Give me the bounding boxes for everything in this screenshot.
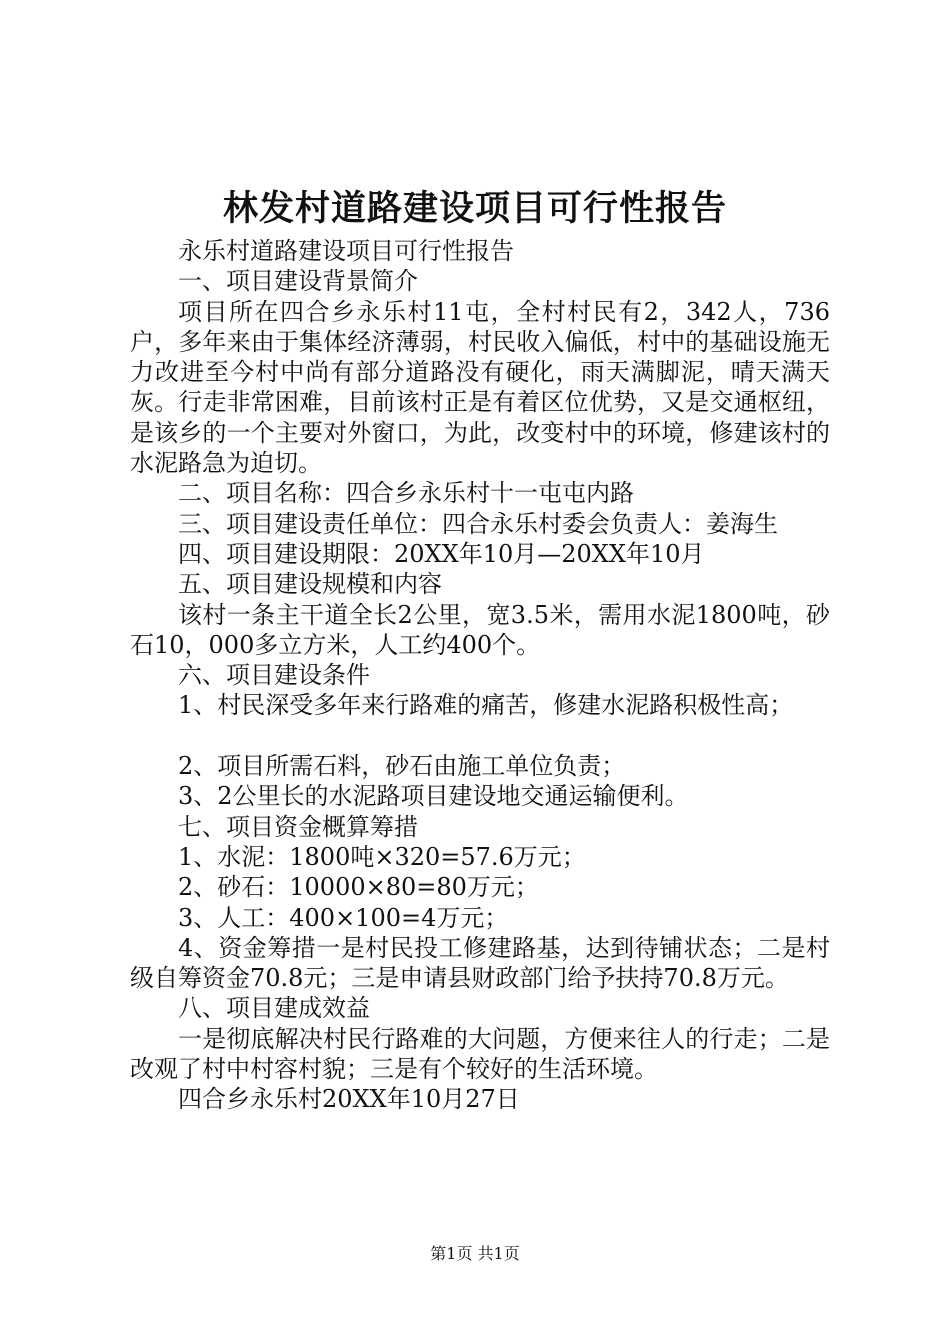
page-footer: 第1页 共1页 [430,1244,520,1263]
list-item-funding-cement: 1、水泥：1800吨×320=57.6万元； [178,842,586,871]
list-item-funding-labor: 3、人工：400×100=4万元； [178,903,509,932]
section-heading-responsible-unit: 三、项目建设责任单位：四合永乐村委会负责人：姜海生 [178,509,778,538]
paragraph-benefits: 一是彻底解决村民行路难的大问题，方便来往人的行走；二是改观了村中村容村貌；三是有个较好的生活环境。 [130,1024,830,1084]
section-heading-scale: 五、项目建设规模和内容 [178,570,442,599]
list-item-condition-2: 2、项目所需石料，砂石由施工单位负责； [178,752,626,781]
section-heading-funding: 七、项目资金概算筹措 [178,812,418,841]
document-body [130,236,830,1115]
list-item-condition-3: 3、2公里长的水泥路项目建设地交通运输便利。 [178,782,689,811]
section-heading-conditions: 六、项目建设条件 [178,661,370,690]
list-item-condition-1: 1、村民深受多年来行路难的痛苦，修建水泥路积极性高； [178,691,794,720]
list-item-funding-gravel: 2、砂石：10000×80=80万元； [178,873,539,902]
paragraph-background: 项目所在四合乡永乐村11屯，全村村民有2，342人，736户，多年来由于集体经济薄弱，村民收入偏低，村中的基础设施无力改进至今村中尚有部分道路没有硬化，雨天满脚泥，晴天满天灰。行走非常困难，目前该村正是有着区位优势，又是交通枢纽，是该乡的一个主要对外窗口，为此，改变村中的环境，修建该村的水泥路急为迫切。 [130,297,830,478]
list-item-funding-sources: 4、资金筹措一是村民投工修建路基，达到待铺状态；二是村级自筹资金70.8元；三是申请县财政部门给予扶持70.8万元。 [130,933,830,993]
document-title: 林发村道路建设项目可行性报告 [222,188,727,229]
paragraph-scale: 该村一条主干道全长2公里，宽3.5米，需用水泥1800吨，砂石10，000多立方米，人工约400个。 [130,600,830,659]
section-heading-benefits: 八、项目建成效益 [178,994,370,1023]
section-heading-project-name: 二、项目名称：四合乡永乐村十一屯屯内路 [178,479,634,508]
signature-date: 四合乡永乐村20XX年10月27日 [178,1085,520,1114]
paragraph-subtitle: 永乐村道路建设项目可行性报告 [178,237,514,265]
section-heading-background: 一、项目建设背景简介 [178,267,418,296]
section-heading-period: 四、项目建设期限：20XX年10月—20XX年10月 [178,539,705,568]
